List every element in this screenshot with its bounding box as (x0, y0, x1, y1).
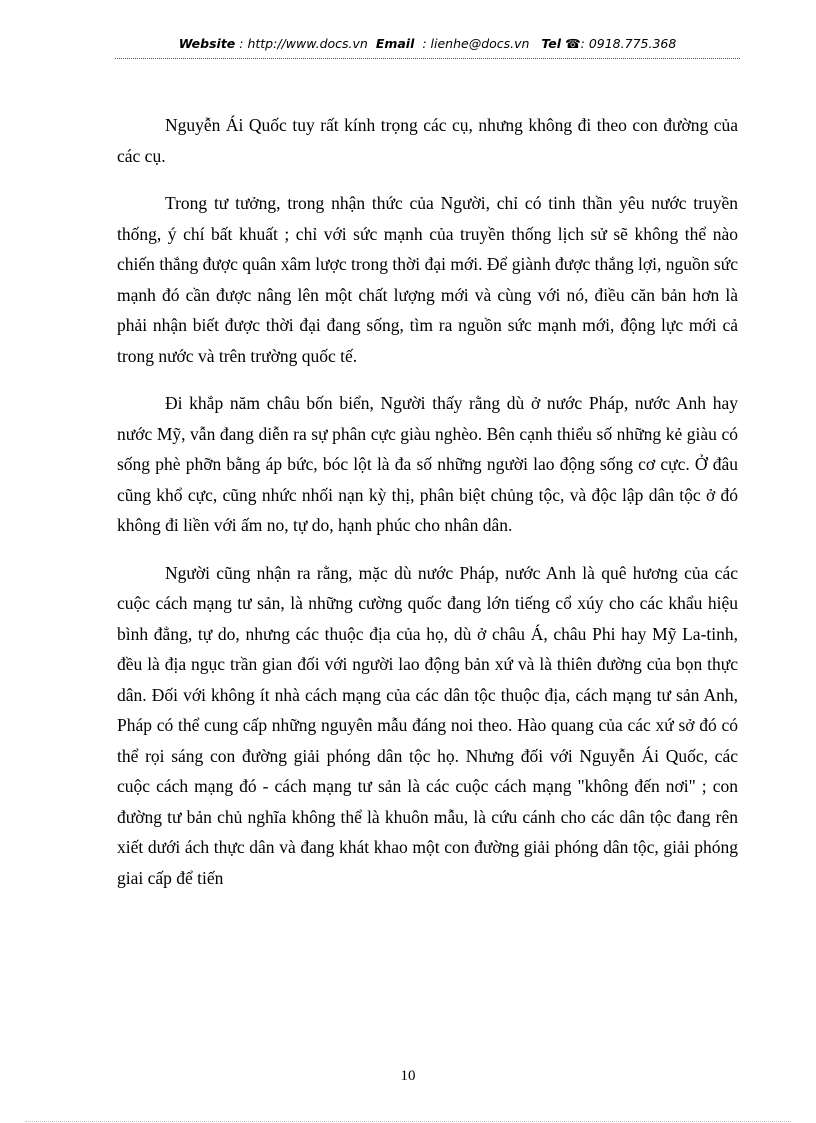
paragraph: Nguyễn Ái Quốc tuy rất kính trọng các cụ, nhưng không đi theo con đường của các cụ. (117, 115, 738, 166)
paragraph: Người cũng nhận ra rằng, mặc dù nước Pháp, nước Anh là quê hương của các cuộc cách mạng tư sản, là những cường quốc đang lớn tiếng cổ xúy cho các khẩu hiệu bình đẳng, tự do, nhưng các thuộc địa của họ, dù ở châu Á, châu Phi hay Mỹ La-tinh, đều là địa ngục trần gian đối với người lao động bản xứ và là thiên đường của bọn thực dân. Đối với không ít nhà cách mạng của các dân tộc thuộc địa, cách mạng tư sản Anh, Pháp có thể cung cấp những nguyên mẫu đáng noi theo. Hào quang của các xứ sở đó có thể rọi sáng con đường giải phóng dân tộc họ. Nhưng đối với Nguyễn Ái Quốc, các cuộc cách mạng đó - cách mạng tư sản là các cuộc cách mạng "không đến nơi" ; con đường tư bản chủ nghĩa không thể là khuôn mẫu, là cứu cánh cho các dân tộc đang rên xiết dưới ách thực dân và đang khát khao một con đường giải phóng dân tộc, giải phóng giai cấp để tiến (117, 562, 738, 888)
document-body (117, 110, 738, 910)
paragraph: Đi khắp năm châu bốn biển, Người thấy rằng dù ở nước Pháp, nước Anh hay nước Mỹ, vẫn đang diễn ra sự phân cực giàu nghèo. Bên cạnh thiểu số những kẻ giàu có sống phè phỡn bằng áp bức, bóc lột là đa số những người lao động sống cơ cực. Ở đâu cũng khổ cực, cũng nhức nhối nạn kỳ thị, phân biệt chủng tộc, và độc lập dân tộc ở đó không đi liền với ấm no, tự do, hạnh phúc cho nhân dân. (117, 393, 738, 535)
phone-icon: ☎ (565, 36, 581, 51)
website-value: : http://www.docs.vn (239, 36, 368, 51)
page-number: 10 (400, 1068, 416, 1084)
footer-divider (25, 1121, 791, 1122)
email-label: Email (375, 36, 415, 51)
paragraph: Trong tư tưởng, trong nhận thức của Người, chỉ có tinh thần yêu nước truyền thống, ý chí bất khuất ; chỉ với sức mạnh của truyền thống lịch sử sẽ không thể nào chiến thắng được quân xâm lược trong thời đại mới. Để giành được thắng lợi, nguồn sức mạnh đó cần được nâng lên một chất lượng mới và cùng với nó, điều căn bản hơn là phải nhận biết được thời đại đang sống, tìm ra nguồn sức mạnh mới, động lực mới cả trong nước và trên trường quốc tế. (117, 193, 738, 366)
header-divider (115, 58, 740, 59)
website-label: Website (178, 36, 236, 51)
tel-value: : 0918.775.368 (580, 36, 677, 51)
tel-label: Tel (541, 36, 562, 51)
page-header (115, 36, 740, 51)
email-value: : lienhe@docs.vn (422, 36, 530, 51)
